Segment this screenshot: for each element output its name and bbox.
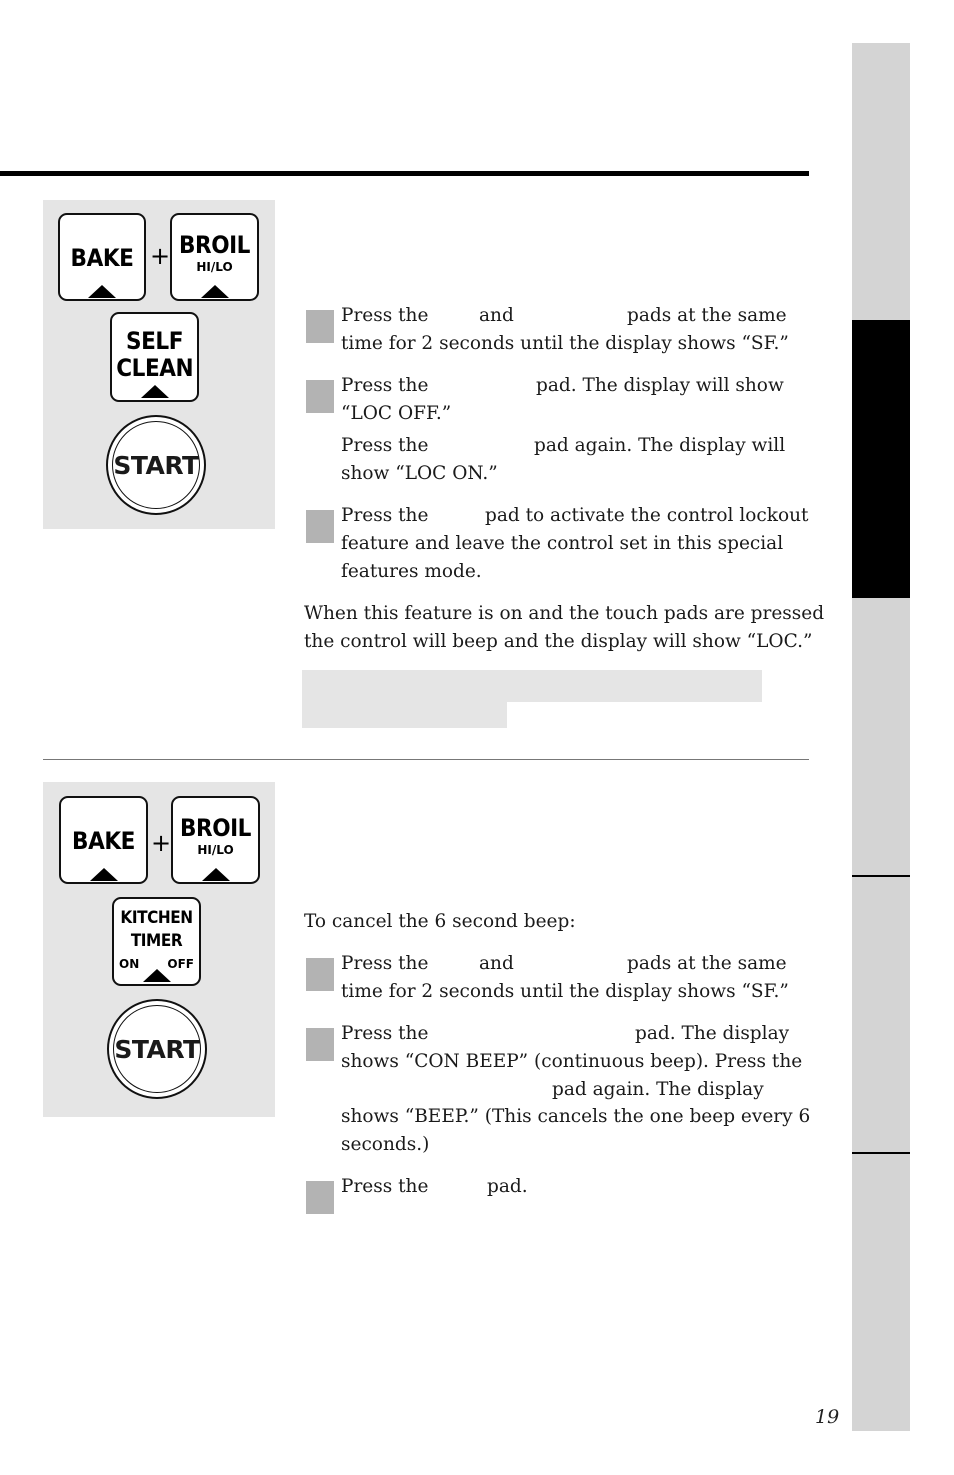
- beep-pad-panel: [43, 782, 275, 1117]
- plus-sign: +: [151, 829, 172, 857]
- step-text: shows “BEEP.” (This cancels the one beep every 6: [341, 1106, 811, 1127]
- broil-pad: BROIL HI/LO: [171, 796, 260, 884]
- step-text: pad again. The display: [552, 1079, 764, 1100]
- bake-arrow-icon: [90, 868, 118, 881]
- intro-text: To cancel the 6 second beep:: [304, 911, 576, 932]
- step-text: pads at the same: [627, 305, 787, 326]
- step-text: pad. The display: [635, 1023, 790, 1044]
- step-text: Press the: [341, 375, 429, 396]
- step-text: time for 2 seconds until the display shows “SF.”: [341, 981, 789, 1002]
- start-pad: START: [106, 415, 206, 515]
- step-text: pad.: [487, 1176, 528, 1197]
- step-text: Press the: [341, 505, 429, 526]
- broil-pad: BROIL HI/LO: [170, 213, 259, 301]
- step-marker: [306, 510, 334, 543]
- step-text: and: [479, 305, 514, 326]
- step-text: time for 2 seconds until the display shows “SF.”: [341, 333, 789, 354]
- side-tab-4: [852, 877, 910, 1152]
- step-text: pad to activate the control lockout: [485, 505, 809, 526]
- top-rule: [0, 171, 809, 176]
- broil-arrow-icon: [202, 868, 230, 881]
- step-text: pads at the same: [627, 953, 787, 974]
- paragraph-text: When this feature is on and the touch pads are pressed: [304, 603, 825, 624]
- kitchen-timer-arrow-icon: [143, 969, 171, 982]
- bake-arrow-icon: [88, 285, 116, 298]
- step-marker: [306, 380, 334, 413]
- step-text: feature and leave the control set in this special: [341, 533, 784, 554]
- side-tab-1: [852, 43, 910, 320]
- plus-sign: +: [150, 242, 171, 270]
- note-box: [302, 702, 507, 728]
- section-divider: [43, 759, 809, 760]
- step-text: Press the: [341, 435, 429, 456]
- kitchen-timer-pad: KITCHEN TIMER ON OFF: [112, 897, 201, 986]
- step-text: features mode.: [341, 561, 482, 582]
- step-text: Press the: [341, 953, 429, 974]
- bake-pad: BAKE: [58, 213, 146, 301]
- step-text: Press the: [341, 1176, 429, 1197]
- self-clean-arrow-icon: [141, 385, 169, 398]
- paragraph-text: the control will beep and the display will show “LOC.”: [304, 631, 813, 652]
- step-text: pad. The display will show: [536, 375, 784, 396]
- side-tab-5: [852, 1154, 910, 1431]
- step-marker: [306, 310, 334, 343]
- side-tab-active: [852, 320, 910, 598]
- bake-pad: BAKE: [59, 796, 148, 884]
- step-marker: [306, 1181, 334, 1214]
- step-text: pad again. The display will: [534, 435, 786, 456]
- lockout-pad-panel: [43, 200, 275, 529]
- broil-arrow-icon: [201, 285, 229, 298]
- step-text: “LOC OFF.”: [341, 403, 452, 424]
- self-clean-pad: SELF CLEAN: [110, 312, 199, 402]
- step-marker: [306, 958, 334, 991]
- step-text: and: [479, 953, 514, 974]
- step-text: seconds.): [341, 1134, 430, 1155]
- start-pad: START: [107, 999, 207, 1099]
- step-text: Press the: [341, 1023, 429, 1044]
- step-text: shows “CON BEEP” (continuous beep). Press the: [341, 1051, 803, 1072]
- step-text: Press the: [341, 305, 429, 326]
- side-tab-3: [852, 598, 910, 875]
- page-number: 19: [815, 1406, 840, 1428]
- note-box: [302, 670, 762, 702]
- step-text: show “LOC ON.”: [341, 463, 498, 484]
- step-marker: [306, 1028, 334, 1061]
